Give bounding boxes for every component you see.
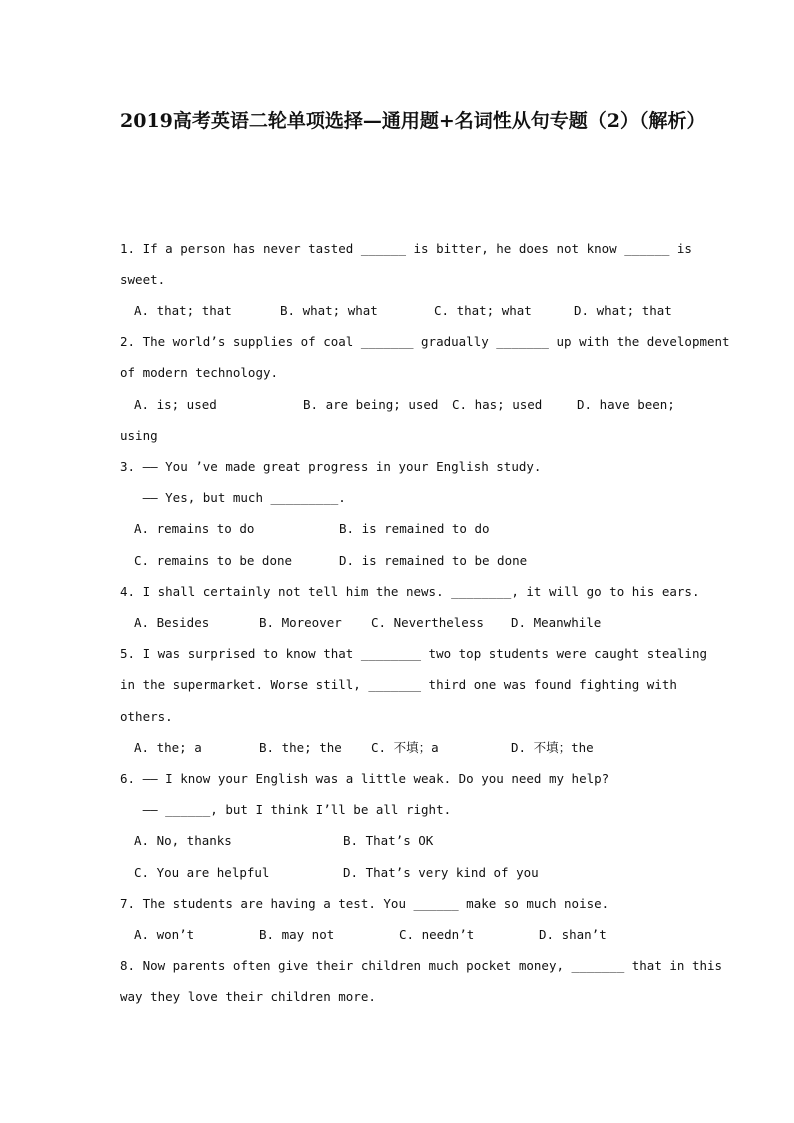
question-5-option-c: C. 不填；a: [371, 740, 439, 755]
question-4-option-d: D. Meanwhile: [511, 615, 602, 630]
question-3-option-b: B. is remained to do: [339, 521, 490, 536]
question-4-option-b: B. Moreover: [259, 615, 342, 630]
question-5-line-3: others.: [120, 709, 173, 724]
question-2-line-2: of modern technology.: [120, 365, 279, 380]
question-6-option-a: A. No, thanks: [134, 833, 232, 848]
question-1-line-2: sweet.: [120, 272, 166, 287]
question-4-option-a: A. Besides: [134, 615, 210, 630]
question-8-line-1: 8. Now parents often give their children much pocket money, _______ that in this: [120, 958, 723, 973]
question-2-option-d-continued: using: [120, 428, 158, 443]
question-6-option-b: B. That’s OK: [343, 833, 434, 848]
question-5-option-b: B. the; the: [259, 740, 342, 755]
question-7-line-1: 7. The students are having a test. You ______ make so much noise.: [120, 896, 610, 911]
question-5-option-a: A. the; a: [134, 740, 202, 755]
question-5-line-1: 5. I was surprised to know that ________ two top students were caught stealing: [120, 646, 707, 661]
question-4-line-1: 4. I shall certainly not tell him the news. ________, it will go to his ears.: [120, 584, 700, 599]
question-3-option-a: A. remains to do: [134, 521, 255, 536]
question-2-option-b: B. are being; used: [303, 397, 439, 412]
question-6-line-2: —— ______, but I think I’ll be all right.: [120, 802, 452, 817]
page-title: 2019高考英语二轮单项选择—通用题+名词性从句专题（2）（解析）: [120, 110, 706, 132]
question-5-option-d: D. 不填；the: [511, 740, 594, 755]
question-3-option-c: C. remains to be done: [134, 553, 293, 568]
question-2-option-c: C. has; used: [452, 397, 543, 412]
question-3-line-1: 3. —— You ’ve made great progress in your English study.: [120, 459, 542, 474]
question-3-line-2: —— Yes, but much _________.: [120, 490, 346, 505]
question-7-option-b: B. may not: [259, 927, 335, 942]
question-3-option-d: D. is remained to be done: [339, 553, 528, 568]
question-2-option-d: D. have been;: [577, 397, 675, 412]
question-5-line-2: in the supermarket. Worse still, _______ third one was found fighting with: [120, 677, 677, 692]
question-6-option-c: C. You are helpful: [134, 865, 270, 880]
question-4-option-c: C. Nevertheless: [371, 615, 484, 630]
question-6-option-d: D. That’s very kind of you: [343, 865, 539, 880]
question-1-option-b: B. what; what: [280, 303, 378, 318]
question-6-line-1: 6. —— I know your English was a little weak. Do you need my help?: [120, 771, 610, 786]
question-7-option-d: D. shan’t: [539, 927, 607, 942]
question-1-option-d: D. what; that: [574, 303, 672, 318]
question-7-option-c: C. needn’t: [399, 927, 475, 942]
question-1-option-c: C. that; what: [434, 303, 532, 318]
question-1-option-a: A. that; that: [134, 303, 232, 318]
question-8-line-2: way they love their children more.: [120, 989, 376, 1004]
question-7-option-a: A. won’t: [134, 927, 195, 942]
question-1-line-1: 1. If a person has never tasted ______ is bitter, he does not know ______ is: [120, 241, 692, 256]
question-2-option-a: A. is; used: [134, 397, 217, 412]
question-2-line-1: 2. The world’s supplies of coal _______ gradually _______ up with the development: [120, 334, 730, 349]
